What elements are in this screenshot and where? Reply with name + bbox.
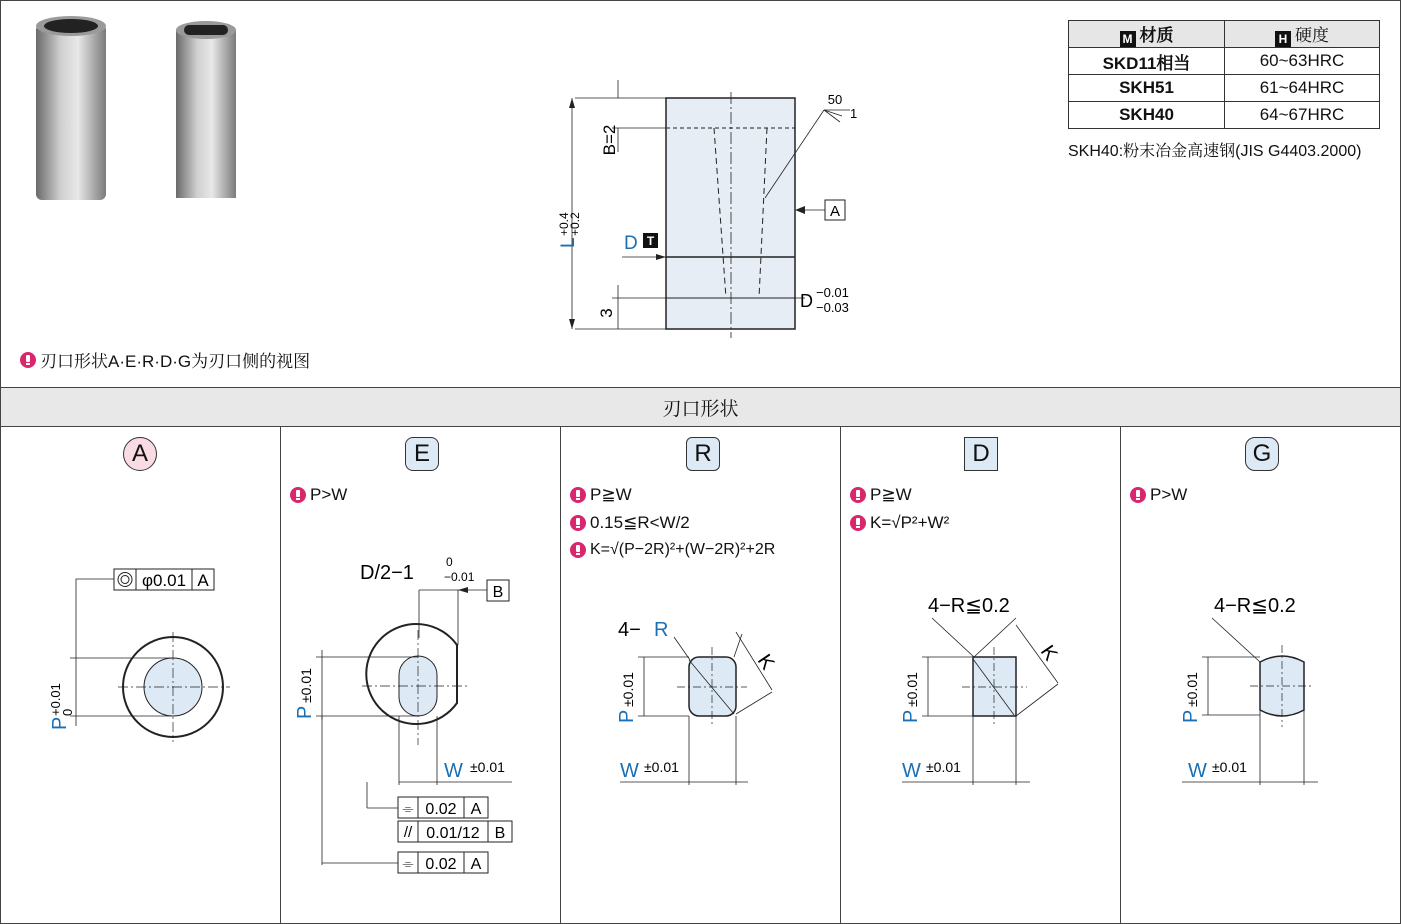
column-separator [280, 426, 281, 924]
hint-icon [570, 542, 586, 558]
r-w-label: W [620, 760, 639, 782]
shape-r-badge: R [686, 437, 720, 471]
a-fcf-value: φ0.01 [141, 571, 187, 590]
column-separator [560, 426, 561, 924]
d-r-label: 4−R≦0.2 [928, 595, 1010, 617]
product-photos [30, 10, 260, 210]
l-tol-upper: +0.4 [557, 212, 571, 236]
hardness-cell: 61~64HRC [1225, 75, 1380, 102]
a-p-tol-upper: +0.01 [48, 683, 63, 716]
material-cell: SKH40 [1069, 102, 1225, 129]
e-fcf2-datum: B [494, 825, 506, 842]
r-w-tol: ±0.01 [644, 759, 679, 775]
g-w-tol: ±0.01 [1212, 759, 1247, 775]
hint-icon [20, 352, 36, 368]
r-note-1: P≧W [570, 485, 632, 505]
hardness-cell: 60~63HRC [1225, 48, 1380, 75]
hint-icon [570, 487, 586, 503]
g-p-label: P [1180, 709, 1202, 723]
h-icon: H [1275, 31, 1291, 47]
shape-g-badge: G [1245, 437, 1279, 471]
d-note-1: P≧W [850, 485, 912, 505]
hint-icon [1130, 487, 1146, 503]
d-tol-lower: −0.03 [816, 300, 849, 315]
round-punch-photo [36, 16, 106, 200]
e-d-tol-lower: −0.01 [444, 570, 475, 584]
hint-icon [570, 515, 586, 531]
main-drawing [557, 80, 880, 340]
hardness-cell: 64~67HRC [1225, 102, 1380, 129]
d-p-tol: ±0.01 [904, 672, 920, 707]
hint-icon [850, 487, 866, 503]
svg-text://: // [403, 824, 413, 841]
e-note: P>W [290, 485, 347, 505]
m-icon: M [1120, 31, 1136, 47]
a-p-tol-lower: 0 [60, 708, 75, 716]
materials-footnote: SKH40:粉末冶金高速钢(JIS G4403.2000) [1068, 143, 1362, 160]
shape-g-drawing [1122, 585, 1397, 800]
d-w-tol: ±0.01 [926, 759, 961, 775]
e-fcf3-datum: A [470, 856, 482, 873]
shape-d-badge: D [964, 437, 998, 471]
d-label: D [624, 233, 638, 254]
r-p-tol: ±0.01 [620, 672, 636, 707]
svg-text:T: T [646, 234, 655, 248]
e-p-tol: ±0.01 [298, 668, 314, 703]
e-w-label: W [444, 760, 463, 782]
d-tol-label: D [800, 291, 813, 311]
shape-r-drawing [562, 600, 837, 800]
material-cell: SKH51 [1069, 75, 1225, 102]
shape-d-drawing [842, 585, 1117, 800]
d-k-label: K [1035, 641, 1062, 665]
e-datum-b: B [492, 584, 504, 601]
material-cell: SKD11相当 [1069, 48, 1225, 75]
roughness-right: 1 [850, 106, 858, 121]
materials-table [1068, 20, 1380, 129]
r-r-prefix: 4− [618, 619, 641, 641]
shape-a-badge: A [123, 437, 157, 471]
r-note-3: K=√(P−2R)²+(W−2R)²+2R [570, 541, 775, 559]
r-k-label: K [752, 650, 779, 674]
e-p-label: P [294, 705, 316, 719]
e-fcf1-datum: A [470, 801, 482, 818]
svg-text:⌯: ⌯ [402, 855, 414, 871]
hint-icon [290, 487, 306, 503]
r-note-2: 0.15≦R<W/2 [570, 513, 690, 533]
dim-3: 3 [597, 308, 616, 318]
d-w-label: W [902, 760, 921, 782]
d-p-label: P [900, 709, 922, 723]
d-note-2: K=√P²+W² [850, 513, 949, 533]
e-d-tol-upper: 0 [446, 555, 453, 569]
shape-e-badge: E [405, 437, 439, 471]
g-p-tol: ±0.01 [1184, 672, 1200, 707]
g-r-label: 4−R≦0.2 [1214, 595, 1296, 617]
e-d-label: D/2−1 [360, 562, 414, 584]
view-note: 刃口形状A·E·R·D·G为刃口侧的视图 [20, 347, 310, 372]
b-dimension: B=2 [600, 124, 619, 156]
hint-icon [850, 515, 866, 531]
svg-text:⌯: ⌯ [402, 800, 414, 816]
g-w-label: W [1188, 760, 1207, 782]
datum-a-text: A [829, 203, 841, 220]
e-w-tol: ±0.01 [470, 759, 505, 775]
flat-punch-photo [176, 21, 236, 198]
section-title: 刃口形状 [1, 388, 1400, 427]
a-p-label: P [49, 716, 71, 730]
e-fcf1-value: 0.02 [425, 801, 457, 818]
header-material: M 材质 [1069, 21, 1225, 48]
l-tol-lower: +0.2 [568, 212, 582, 236]
a-fcf-datum: A [197, 571, 209, 590]
r-r-label: R [654, 619, 669, 641]
l-label: L [558, 237, 579, 248]
roughness-top: 50 [827, 92, 843, 107]
e-fcf2-value: 0.01/12 [426, 825, 480, 842]
shape-e-drawing [282, 550, 557, 890]
e-fcf3-value: 0.02 [425, 856, 457, 873]
column-separator [1120, 426, 1121, 924]
r-p-label: P [616, 709, 638, 723]
g-note: P>W [1130, 485, 1187, 505]
shape-a-drawing [40, 560, 240, 730]
header-hardness: H 硬度 [1225, 21, 1380, 48]
column-separator [840, 426, 841, 924]
d-tol-upper: −0.01 [816, 285, 849, 300]
